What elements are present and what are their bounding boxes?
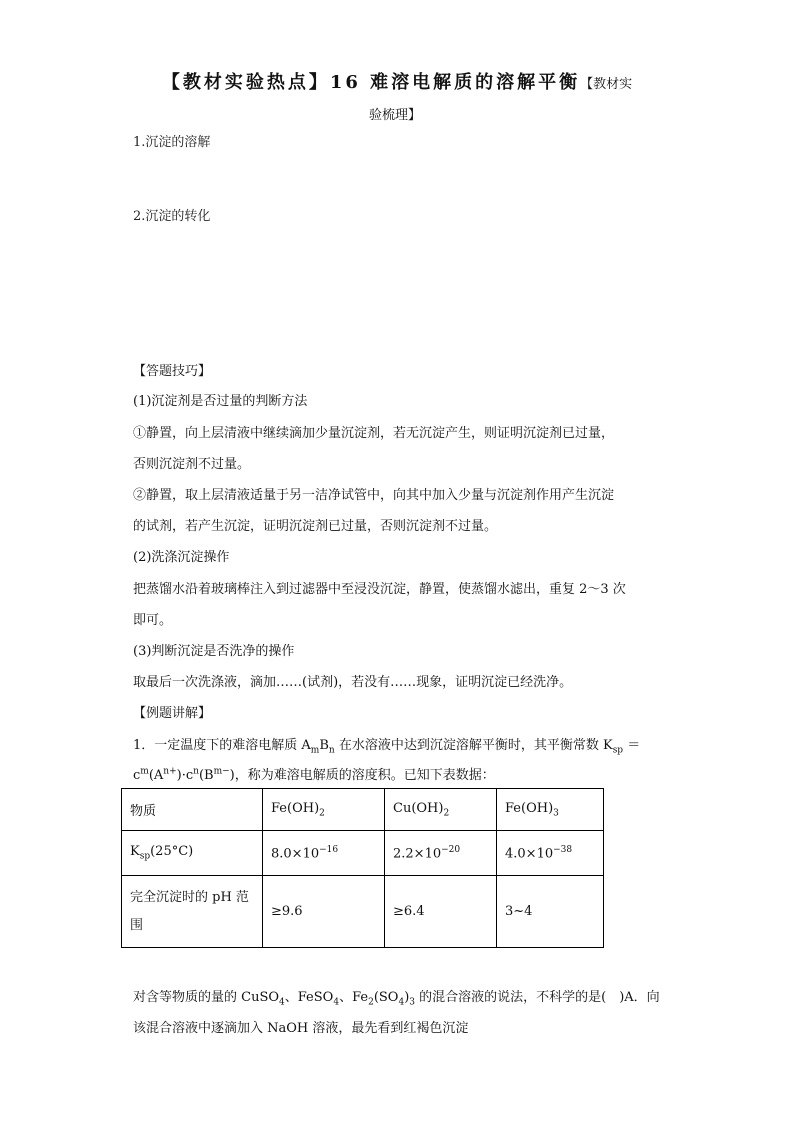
tips-q1-b2: 的试剂，若产生沉淀，证明沉淀剂已过量，否则沉淀剂不过量。 [133, 519, 498, 534]
table-cell: $2.2\times 10^{-20}$ [385, 831, 497, 876]
table-cell: 3~4 [497, 876, 604, 948]
tips-q1-a: ①静置，向上层清液中继续滴加少量沉淀剂，若无沉淀产生，则证明沉淀剂已过量， [133, 426, 615, 441]
table-cell: $Cu(OH)_2$ [385, 789, 497, 831]
example-heading: 【例题讲解】 [133, 706, 212, 721]
title-line2: 验梳理】 [369, 108, 422, 123]
section-conversion: 2.沉淀的转化 [133, 209, 211, 224]
title-main: 【教材实验热点】16 难溶电解质的溶解平衡 [161, 72, 581, 93]
ksp-table [121, 788, 604, 948]
table-cell: 完全沉淀时的 pH 范 围 [122, 876, 263, 948]
table-cell: 物质 [122, 789, 263, 831]
table-row [122, 831, 604, 876]
table-cell: ≥9.6 [263, 876, 385, 948]
example-question-line2: $c^m(A^{n+})\cdot c^n(B^{m-})$，称为难溶电解质的溶度积。已知下表数据： [133, 766, 495, 783]
table-cell: ≥6.4 [385, 876, 497, 948]
table-row [122, 789, 604, 831]
tips-q3: (3)判断沉淀是否洗净的操作 [133, 644, 295, 659]
tips-q1: (1)沉淀剂是否过量的判断方法 [133, 394, 308, 409]
tips-q2: (2)洗涤沉淀操作 [133, 550, 230, 565]
example-followup-line1: 对含等物质的量的 CuSO$_4$、FeSO$_4$、$Fe_2(SO_4)_3$ 的混合溶液的说法，不科学的是( )A．向 [133, 990, 660, 1008]
tips-q3-a: 取最后一次洗涤液，滴加……(试剂)，若没有……现象，证明沉淀已经洗净。 [133, 675, 573, 690]
example-question-line1: 1．一定温度下的难溶电解质 $A_mB_n$ 在水溶液中达到沉淀溶解平衡时，其平衡常数 $K_{sp}$ ＝ [133, 738, 641, 756]
document-title [0, 68, 794, 94]
table-cell: $4.0\times 10^{-38}$ [497, 831, 604, 876]
tips-q2-a2: 即可。 [133, 613, 173, 628]
table-cell: $Fe(OH)_3$ [497, 789, 604, 831]
title-tail: 【教材实 [580, 77, 633, 92]
table-cell: $Fe(OH)_2$ [263, 789, 385, 831]
tips-q1-b: ②静置，取上层清液适量于另一洁净试管中，向其中加入少量与沉淀剂作用产生沉淀 [133, 488, 615, 503]
tips-q1-a2: 否则沉淀剂不过量。 [133, 457, 251, 472]
table-cell: $K_{sp}(25^\circ C)$ [122, 831, 263, 876]
tips-heading: 【答题技巧】 [133, 364, 212, 379]
example-followup-line2: 该混合溶液中逐滴加入 NaOH 溶液，最先看到红褐色沉淀 [133, 1021, 469, 1036]
section-dissolution: 1.沉淀的溶解 [133, 135, 211, 150]
tips-q2-a: 把蒸馏水沿着玻璃棒注入到过滤器中至浸没沉淀，静置，使蒸馏水滤出，重复 2～3 次 [133, 582, 626, 597]
table-row [122, 876, 604, 948]
table-cell: $8.0\times 10^{-16}$ [263, 831, 385, 876]
